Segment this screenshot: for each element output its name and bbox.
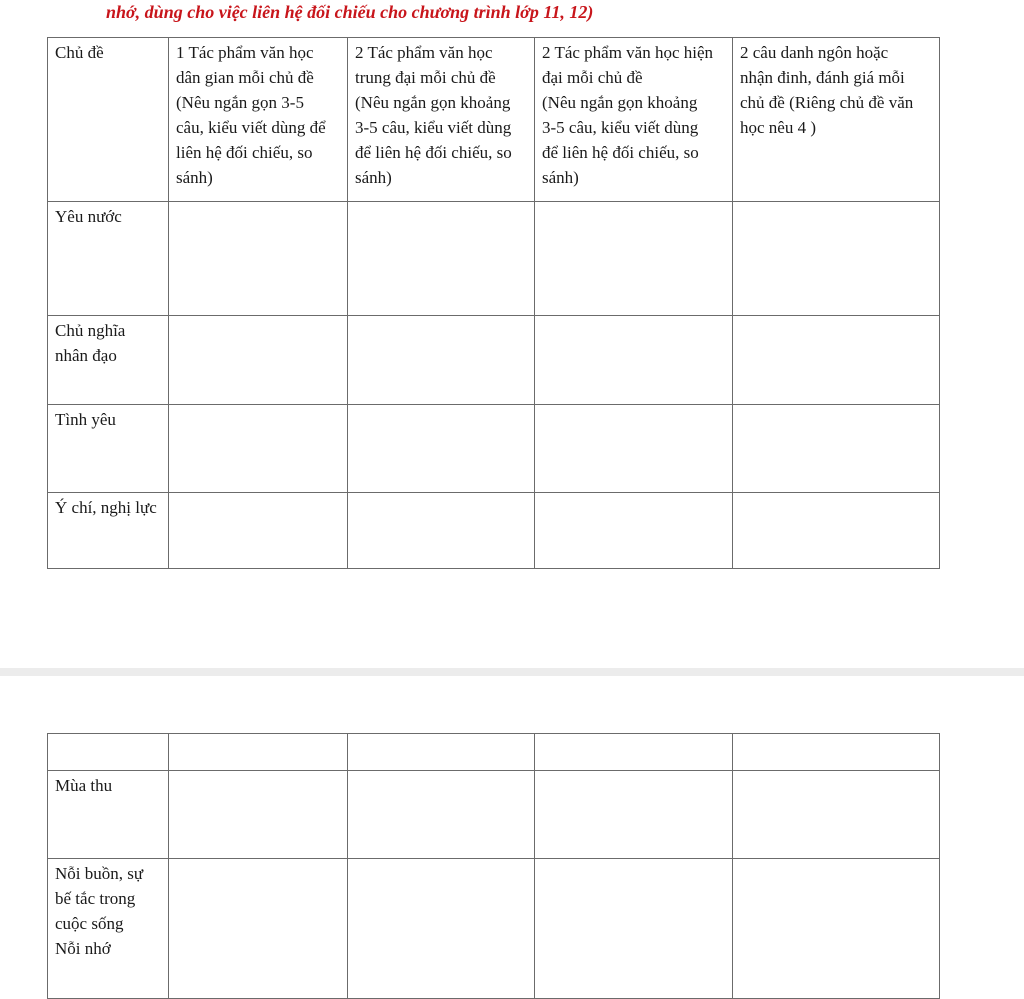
answer-cell[interactable] [169,734,348,771]
topic-table-continued [47,733,940,999]
table-row [48,202,940,316]
table-header-row [48,38,940,202]
header-cell-folk-literature [169,38,348,202]
topic-cell-autumn [48,771,169,859]
header-line: liên hệ đối chiếu, so [176,143,313,162]
answer-cell[interactable] [535,405,733,493]
header-cell-medieval-literature [348,38,535,202]
answer-cell[interactable] [348,316,535,405]
header-cell-topic [48,38,169,202]
answer-cell[interactable] [535,771,733,859]
header-line: 3-5 câu, kiểu viết dùng [542,118,699,137]
topic-line: Tình yêu [55,410,116,429]
answer-cell[interactable] [733,734,940,771]
header-line: (Nêu ngắn gọn 3-5 [176,93,304,112]
answer-cell[interactable] [348,493,535,569]
header-line: để liên hệ đối chiếu, so [542,143,699,162]
header-line: 3-5 câu, kiểu viết dùng [355,118,512,137]
header-cell-modern-literature [535,38,733,202]
topic-cell-willpower [48,493,169,569]
topic-line: Ý chí, nghị lực [55,498,157,517]
header-line: sánh) [355,168,392,187]
topic-cell-sadness-longing [48,859,169,999]
topic-line: Chủ nghĩa [55,321,126,340]
header-line: 2 Tác phẩm văn học hiện [542,43,714,62]
topic-cell-love [48,405,169,493]
topic-cell-empty [48,734,169,771]
topic-line: cuộc sống [55,914,124,933]
header-line: câu, kiểu viết dùng để [176,118,326,137]
header-line: chủ đề (Riêng chủ đề văn [740,93,914,112]
header-line: trung đại mỗi chủ đề [355,68,496,87]
header-line: 2 câu danh ngôn hoặc [740,43,889,62]
answer-cell[interactable] [733,493,940,569]
table-row [48,859,940,999]
topic-cell-patriotism [48,202,169,316]
answer-cell[interactable] [348,405,535,493]
answer-cell[interactable] [169,859,348,999]
topic-line: Nỗi nhớ [55,939,111,958]
table-row [48,734,940,771]
answer-cell[interactable] [535,859,733,999]
answer-cell[interactable] [169,493,348,569]
header-line: sánh) [542,168,579,187]
answer-cell[interactable] [348,771,535,859]
answer-cell[interactable] [348,859,535,999]
answer-cell[interactable] [169,316,348,405]
page-separator [0,668,1024,676]
table-row [48,493,940,569]
header-line: dân gian mỗi chủ đề [176,68,314,87]
topic-line: Mùa thu [55,776,113,795]
answer-cell[interactable] [169,202,348,316]
header-line: Chủ đề [55,43,104,62]
answer-cell[interactable] [733,405,940,493]
topic-cell-humanism [48,316,169,405]
header-line: đại mỗi chủ đề [542,68,643,87]
answer-cell[interactable] [535,493,733,569]
answer-cell[interactable] [169,405,348,493]
topic-line: nhân đạo [55,346,117,365]
header-line: nhận đinh, đánh giá mỗi [740,68,905,87]
header-line: (Nêu ngắn gọn khoảng [542,93,698,112]
answer-cell[interactable] [733,202,940,316]
header-line: 2 Tác phẩm văn học [355,43,493,62]
header-cell-quotes [733,38,940,202]
header-line: sánh) [176,168,213,187]
answer-cell[interactable] [535,202,733,316]
answer-cell[interactable] [169,771,348,859]
answer-cell[interactable] [535,316,733,405]
answer-cell[interactable] [733,316,940,405]
topic-line: Nỗi buồn, sự [55,864,144,883]
table-row [48,405,940,493]
topic-line: bế tắc trong [55,889,136,908]
header-line: để liên hệ đối chiếu, so [355,143,512,162]
table-row [48,316,940,405]
section-heading: nhớ, dùng cho việc liên hệ đối chiếu cho chương trình lớp 11, 12) [106,2,594,22]
answer-cell[interactable] [348,202,535,316]
header-line: học nêu 4 ) [740,118,817,137]
header-line: (Nêu ngắn gọn khoảng [355,93,511,112]
answer-cell[interactable] [733,859,940,999]
answer-cell[interactable] [348,734,535,771]
topic-table [47,37,940,569]
answer-cell[interactable] [535,734,733,771]
topic-line: Yêu nước [55,207,122,226]
table-row [48,771,940,859]
header-line: 1 Tác phẩm văn học [176,43,314,62]
answer-cell[interactable] [733,771,940,859]
